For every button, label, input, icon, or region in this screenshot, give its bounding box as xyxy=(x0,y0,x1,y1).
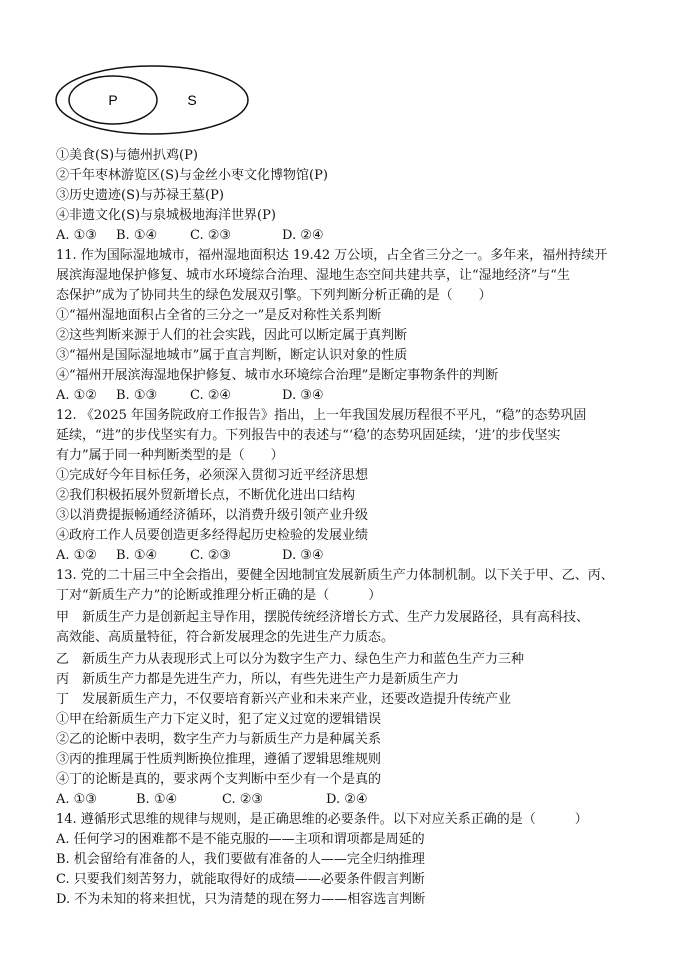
q14-choice-d: D. 不为未知的将来担忧，只为清楚的现在努力——相容选言判断 xyxy=(56,892,426,907)
q13-stem-line-1: 13. 党的二十届三中全会指出，要健全因地制宜发展新质生产力体制机制。以下关于甲、乙、丙、 xyxy=(56,568,614,583)
q13-item-3: ③丙的推理属于性质判断换位推理，遵循了逻辑思维规则 xyxy=(56,752,382,767)
q10-item-3: ③历史遗迹(S)与苏禄王墓(P) xyxy=(56,188,224,203)
q12-options xyxy=(56,546,324,566)
q11-item-1: ①“福州湿地面积占全省的三分之一”是反对称性关系判断 xyxy=(56,308,382,323)
option-a: A. ①③ xyxy=(56,228,97,243)
option-b: B. ①④ xyxy=(136,792,178,807)
q10-options xyxy=(56,226,324,246)
option-d: D. ②④ xyxy=(282,228,324,243)
q14-stem: 14. 遵循形式思维的规律与规则，是正确思维的必要条件。以下对应关系正确的是（ ） xyxy=(56,812,588,827)
q14-choice-c: C. 只要我们刻苦努力，就能取得好的成绩——必要条件假言判断 xyxy=(56,872,425,887)
option-c: C. ②③ xyxy=(190,228,232,243)
q12-stem-line-1: 12. 《2025 年国务院政府工作报告》指出，上一年我国发展历程很不平凡，“稳”的态势巩固 xyxy=(56,408,587,423)
option-b: B. ①④ xyxy=(116,548,158,563)
q13-statement-yi: 乙 新质生产力从表现形式上可以分为数字生产力、绿色生产力和蓝色生产力三种 xyxy=(56,652,525,667)
q12-stem-line-3: 有力”属于同一种判断类型的是（ ） xyxy=(56,448,284,463)
q13-statement-ding: 丁 发展新质生产力，不仅要培育新兴产业和未来产业，还要改造提升传统产业 xyxy=(56,692,512,707)
q14-choice-a: A. 任何学习的困难都不是不能克服的——主项和谓项都是周延的 xyxy=(56,832,425,847)
q13-options xyxy=(56,790,368,810)
q11-stem-line-2: 展滨海湿地保护修复、城市水环境综合治理、湿地生态空间共建共享，让“湿地经济”与“生 xyxy=(56,268,570,283)
q13-item-1: ①甲在给新质生产力下定义时，犯了定义过宽的逻辑错误 xyxy=(56,712,382,727)
q12-item-4: ④政府工作人员要创造更多经得起历史检验的发展业绩 xyxy=(56,528,369,543)
option-d: D. ③④ xyxy=(282,388,324,403)
q11-item-3: ③“福州是国际湿地城市”属于直言判断，断定认识对象的性质 xyxy=(56,348,408,363)
option-d: D. ②④ xyxy=(326,792,368,807)
option-b: B. ①④ xyxy=(116,228,158,243)
q11-item-2: ②这些判断来源于人们的社会实践，因此可以断定属于真判断 xyxy=(56,328,408,343)
q12-item-2: ②我们积极拓展外贸新增长点，不断优化进出口结构 xyxy=(56,488,356,503)
q12-item-3: ③以消费提振畅通经济循环，以消费升级引领产业升级 xyxy=(56,508,369,523)
option-c: C. ②④ xyxy=(190,388,232,403)
q11-stem-line-1: 11. 作为国际湿地城市，福州湿地面积达 19.42 万公顷，占全省三分之一。多年来，福州持续开 xyxy=(56,248,608,263)
q10-item-4: ④非遗文化(S)与泉城极地海洋世界(P) xyxy=(56,208,276,223)
q13-item-4: ④丁的论断是真的，要求两个支判断中至少有一个是真的 xyxy=(56,772,382,787)
q13-item-2: ②乙的论断中表明，数字生产力与新质生产力是种属关系 xyxy=(56,732,382,747)
option-c: C. ②③ xyxy=(222,792,264,807)
option-a: A. ①② xyxy=(56,388,97,403)
venn-label-s: S xyxy=(187,92,197,108)
q11-stem-line-3: 态保护”成为了协同共生的绿色发展双引擎。下列判断分析正确的是（ ） xyxy=(56,288,492,303)
q13-statement-bing: 丙 新质生产力都是先进生产力，所以，有些先进生产力是新质生产力 xyxy=(56,672,460,687)
q11-item-4: ④“福州开展滨海湿地保护修复、城市水环境综合治理”是断定事物条件的判断 xyxy=(56,368,499,383)
q11-options xyxy=(56,386,324,406)
option-c: C. ②③ xyxy=(190,548,232,563)
q13-stem-line-2: 丁对“新质生产力”的论断或推理分析正确的是（ ） xyxy=(56,588,382,603)
option-d: D. ③④ xyxy=(282,548,324,563)
outer-ellipse-s xyxy=(56,66,248,134)
q10-item-1: ①美食(S)与德州扒鸡(P) xyxy=(56,148,198,163)
venn-diagram xyxy=(52,62,252,138)
q12-stem-line-2: 延续，“进”的步伐坚实有力。下列报告中的表述与“‘稳’的态势巩固延续，‘进’的步伐坚实 xyxy=(56,428,561,443)
q14-choice-b: B. 机会留给有准备的人，我们要做有准备的人——完全归纳推理 xyxy=(56,852,425,867)
q10-item-2: ②千年枣林游览区(S)与金丝小枣文化博物馆(P) xyxy=(56,168,328,183)
option-a: A. ①③ xyxy=(56,792,97,807)
q13-statement-jia-2: 高效能、高质量特征，符合新发展理念的先进生产力质态。 xyxy=(56,630,395,645)
q12-item-1: ①完成好今年目标任务，必须深入贯彻习近平经济思想 xyxy=(56,468,369,483)
q13-statement-jia-1: 甲 新质生产力是创新起主导作用，摆脱传统经济增长方式、生产力发展路径，具有高科技、 xyxy=(56,610,590,625)
venn-label-p: P xyxy=(108,92,118,108)
option-a: A. ①② xyxy=(56,548,97,563)
option-b: B. ①③ xyxy=(116,388,158,403)
